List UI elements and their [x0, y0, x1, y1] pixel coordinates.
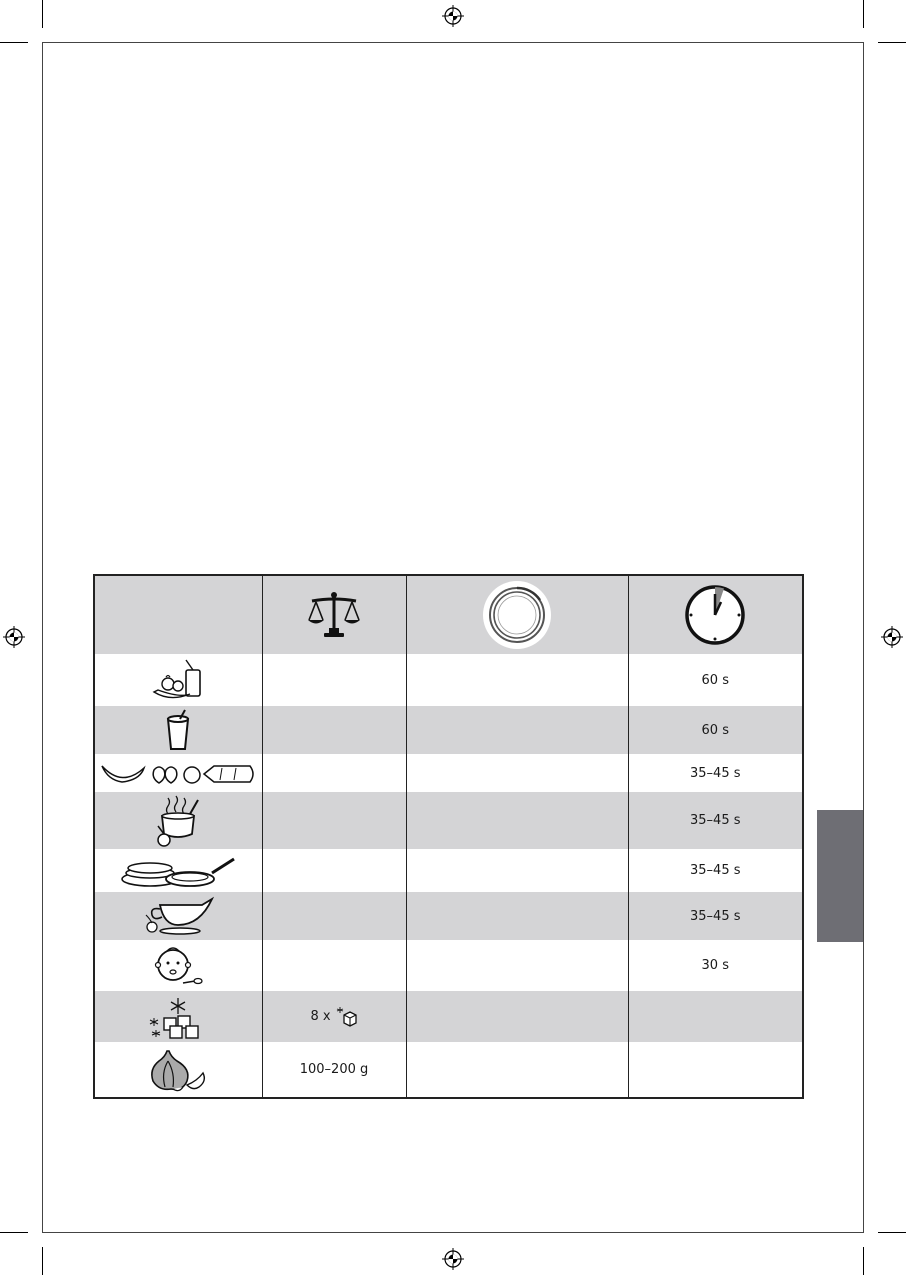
food-cell: [94, 754, 262, 792]
registration-mark-icon: [442, 1248, 464, 1270]
ice-cube-icon: [336, 1006, 358, 1028]
weight-cell: [262, 706, 406, 754]
speed-cell: [406, 754, 628, 792]
crop-mark: [0, 42, 28, 43]
weight-cell: [262, 654, 406, 706]
crop-mark: [863, 0, 864, 28]
speed-cell: [406, 991, 628, 1042]
registration-mark-icon: [881, 626, 903, 648]
food-column-header: [94, 575, 262, 654]
weight-column-header: [262, 575, 406, 654]
table-row: [94, 991, 803, 1042]
speed-cell: [406, 940, 628, 991]
weight-cell: [262, 940, 406, 991]
crop-mark: [0, 1232, 28, 1233]
table-row: [94, 706, 803, 754]
crop-mark: [863, 1247, 864, 1275]
time-column-header: [628, 575, 803, 654]
table-row: [94, 940, 803, 991]
fruits-icon: [100, 760, 256, 786]
food-cell: [94, 892, 262, 940]
sauce-boat-icon: [142, 895, 214, 937]
section-tab: [817, 810, 863, 942]
time-cell: 60 s: [628, 654, 803, 706]
speed-dial-icon: [482, 580, 552, 650]
weight-cell: [262, 892, 406, 940]
baby-food-icon: [153, 943, 203, 989]
crop-mark: [878, 1232, 906, 1233]
time-cell: 35–45 s: [628, 892, 803, 940]
food-cell: [94, 1042, 262, 1098]
time-cell: 30 s: [628, 940, 803, 991]
food-cell: [94, 792, 262, 849]
clock-icon: [684, 584, 746, 646]
weight-cell: [262, 754, 406, 792]
time-cell: 35–45 s: [628, 849, 803, 892]
trim-line: [42, 1232, 864, 1233]
weight-cell: [262, 991, 406, 1042]
speed-cell: [406, 892, 628, 940]
speed-cell: [406, 1042, 628, 1098]
crop-mark: [42, 1247, 43, 1275]
registration-mark-icon: [3, 626, 25, 648]
weight-cell: 100–200 g: [262, 1042, 406, 1098]
table-row: [94, 792, 803, 849]
scale-icon: [306, 590, 362, 640]
table-row: [94, 849, 803, 892]
ice-cubes-icon: [148, 994, 208, 1040]
speed-cell: [406, 654, 628, 706]
food-cell: [94, 654, 262, 706]
time-cell: 35–45 s: [628, 754, 803, 792]
fruit-smoothie-icon: [150, 658, 206, 702]
speed-cell: [406, 792, 628, 849]
speed-cell: [406, 849, 628, 892]
food-cell: [94, 940, 262, 991]
weight-cell: [262, 849, 406, 892]
crop-mark: [878, 42, 906, 43]
registration-mark-icon: [442, 5, 464, 27]
table-row: [94, 754, 803, 792]
crop-mark: [42, 0, 43, 28]
table-row: [94, 654, 803, 706]
trim-line: [42, 42, 864, 43]
speed-cell: [406, 706, 628, 754]
food-cell: [94, 991, 262, 1042]
blending-guide-table: [93, 574, 804, 1099]
speed-column-header: [406, 575, 628, 654]
food-cell: [94, 706, 262, 754]
soup-pot-icon: [150, 794, 206, 848]
weight-quantity: 8 x: [310, 1009, 331, 1024]
time-cell: 60 s: [628, 706, 803, 754]
pancakes-pan-icon: [120, 853, 236, 889]
table-row: [94, 892, 803, 940]
table-header-row: [94, 575, 803, 654]
table-row: [94, 1042, 803, 1098]
weight-cell: [262, 792, 406, 849]
time-cell: [628, 1042, 803, 1098]
garlic-icon: [147, 1047, 209, 1093]
trim-line: [863, 42, 864, 1233]
time-cell: [628, 991, 803, 1042]
time-cell: 35–45 s: [628, 792, 803, 849]
trim-line: [42, 42, 43, 1233]
drink-cup-icon: [163, 709, 193, 751]
food-cell: [94, 849, 262, 892]
